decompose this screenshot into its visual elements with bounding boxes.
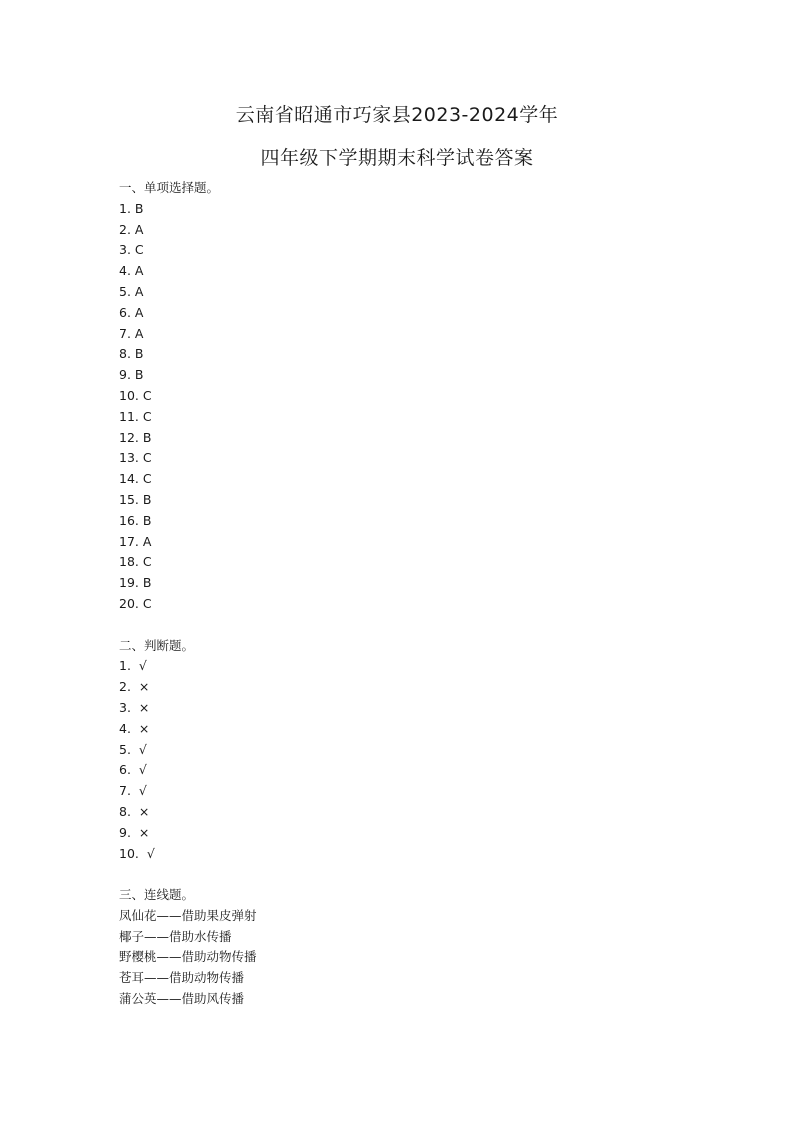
- section-spacer: [119, 864, 719, 885]
- answer-item: 5. A: [119, 283, 144, 299]
- answer-item: 9. B: [119, 367, 144, 383]
- answer-item: 4. ×: [119, 720, 150, 736]
- answer-item: 2. A: [119, 221, 144, 237]
- answer-item: 1. B: [119, 200, 144, 216]
- answer-item: 4. A: [119, 263, 144, 279]
- answer-item: 13. C: [119, 450, 152, 466]
- answer-item: 18. C: [119, 554, 152, 570]
- answer-item: 17. A: [119, 533, 152, 549]
- answer-item: 1. √: [119, 658, 147, 674]
- document-title-line-2: 四年级下学期期末科学试卷答案: [260, 147, 534, 169]
- answer-item: 6. √: [119, 762, 147, 778]
- answer-item: 12. B: [119, 429, 152, 445]
- answer-content: [119, 178, 719, 1010]
- document-title-line-1: 云南省昭通市巧家县2023-2024学年: [235, 104, 559, 126]
- section-heading-single-choice: 一、单项选择题。: [119, 180, 220, 195]
- answer-item: 20. C: [119, 595, 152, 611]
- section-heading-matching: 三、连线题。: [119, 887, 195, 903]
- answer-item: 8. B: [119, 346, 144, 362]
- answer-item: 野樱桃——借助动物传播: [119, 949, 257, 965]
- answer-item: 3. C: [119, 242, 144, 258]
- answer-item: 蒲公英——借助风传播: [119, 991, 245, 1007]
- answer-item: 8. ×: [119, 803, 150, 819]
- answer-item: 5. √: [119, 741, 147, 757]
- answer-item: 椰子——借助水传播: [119, 928, 232, 944]
- answer-item: 2. ×: [119, 679, 150, 695]
- section-spacer: [119, 615, 719, 636]
- section-heading-true-false: 二、判断题。: [119, 637, 195, 653]
- answer-item: 14. C: [119, 471, 152, 487]
- answer-item: 19. B: [119, 575, 152, 591]
- answer-item: 10. √: [119, 845, 155, 861]
- answer-item: 苍耳——借助动物传播: [119, 970, 245, 986]
- answer-item: 11. C: [119, 408, 152, 424]
- answer-item: 9. ×: [119, 824, 150, 840]
- answer-item: 3. ×: [119, 699, 150, 715]
- answer-item: 16. B: [119, 512, 152, 528]
- answer-item: 7. A: [119, 325, 144, 341]
- answer-item: 凤仙花——借助果皮弹射: [119, 907, 257, 923]
- answer-item: 7. √: [119, 783, 147, 799]
- answer-item: 10. C: [119, 387, 152, 403]
- answer-item: 6. A: [119, 304, 144, 320]
- answer-item: 15. B: [119, 491, 152, 507]
